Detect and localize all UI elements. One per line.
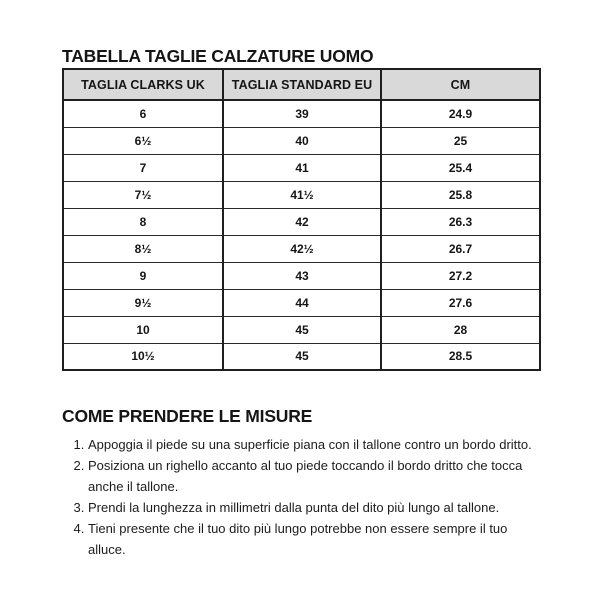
cell-cm: 28 [381, 316, 540, 343]
table-row [63, 289, 540, 316]
cell-cm: 24.9 [381, 100, 540, 127]
cell-cm: 27.6 [381, 289, 540, 316]
step-item: 2. Posiziona un righello accanto al tuo piede toccando il bordo dritto che tocca anche il tallone. [88, 455, 538, 497]
step-item: 4. Tieni presente che il tuo dito più lungo potrebbe non essere sempre il tuo alluce. [88, 518, 538, 560]
cell-uk: 6 [63, 100, 223, 127]
cell-uk: 8 [63, 208, 223, 235]
table-row [63, 208, 540, 235]
measuring-steps-list [62, 434, 538, 560]
table-row [63, 262, 540, 289]
cell-uk: 6½ [63, 127, 223, 154]
cell-eu: 41½ [223, 181, 381, 208]
cell-eu: 45 [223, 316, 381, 343]
step-item: 1. Appoggia il piede su una superficie piana con il tallone contro un bordo dritto. [88, 434, 538, 455]
cell-uk: 9 [63, 262, 223, 289]
section-title-measuring: COME PRENDERE LE MISURE [62, 406, 313, 426]
page-title: TABELLA TAGLIE CALZATURE UOMO [62, 46, 374, 66]
cell-uk: 8½ [63, 235, 223, 262]
cell-cm: 27.2 [381, 262, 540, 289]
table-row [63, 181, 540, 208]
cell-eu: 44 [223, 289, 381, 316]
cell-cm: 28.5 [381, 343, 540, 370]
cell-eu: 39 [223, 100, 381, 127]
cell-uk: 10½ [63, 343, 223, 370]
size-table [62, 68, 541, 371]
cell-uk: 10 [63, 316, 223, 343]
table-row [63, 154, 540, 181]
table-header-row [63, 69, 540, 100]
cell-cm: 25 [381, 127, 540, 154]
cell-cm: 26.7 [381, 235, 540, 262]
cell-uk: 7½ [63, 181, 223, 208]
table-row [63, 235, 540, 262]
table-row [63, 127, 540, 154]
cell-uk: 7 [63, 154, 223, 181]
table-row [63, 316, 540, 343]
header-cm: CM [381, 69, 540, 100]
header-taglia-standard-eu: TAGLIA STANDARD EU [223, 69, 381, 100]
cell-cm: 25.8 [381, 181, 540, 208]
header-taglia-clarks-uk: TAGLIA CLARKS UK [63, 69, 223, 100]
cell-eu: 42 [223, 208, 381, 235]
table-row [63, 100, 540, 127]
cell-cm: 25.4 [381, 154, 540, 181]
cell-eu: 45 [223, 343, 381, 370]
cell-eu: 43 [223, 262, 381, 289]
cell-eu: 40 [223, 127, 381, 154]
step-item: 3. Prendi la lunghezza in millimetri dalla punta del dito più lungo al tallone. [88, 497, 538, 518]
table-row [63, 343, 540, 370]
cell-eu: 42½ [223, 235, 381, 262]
cell-uk: 9½ [63, 289, 223, 316]
cell-cm: 26.3 [381, 208, 540, 235]
cell-eu: 41 [223, 154, 381, 181]
